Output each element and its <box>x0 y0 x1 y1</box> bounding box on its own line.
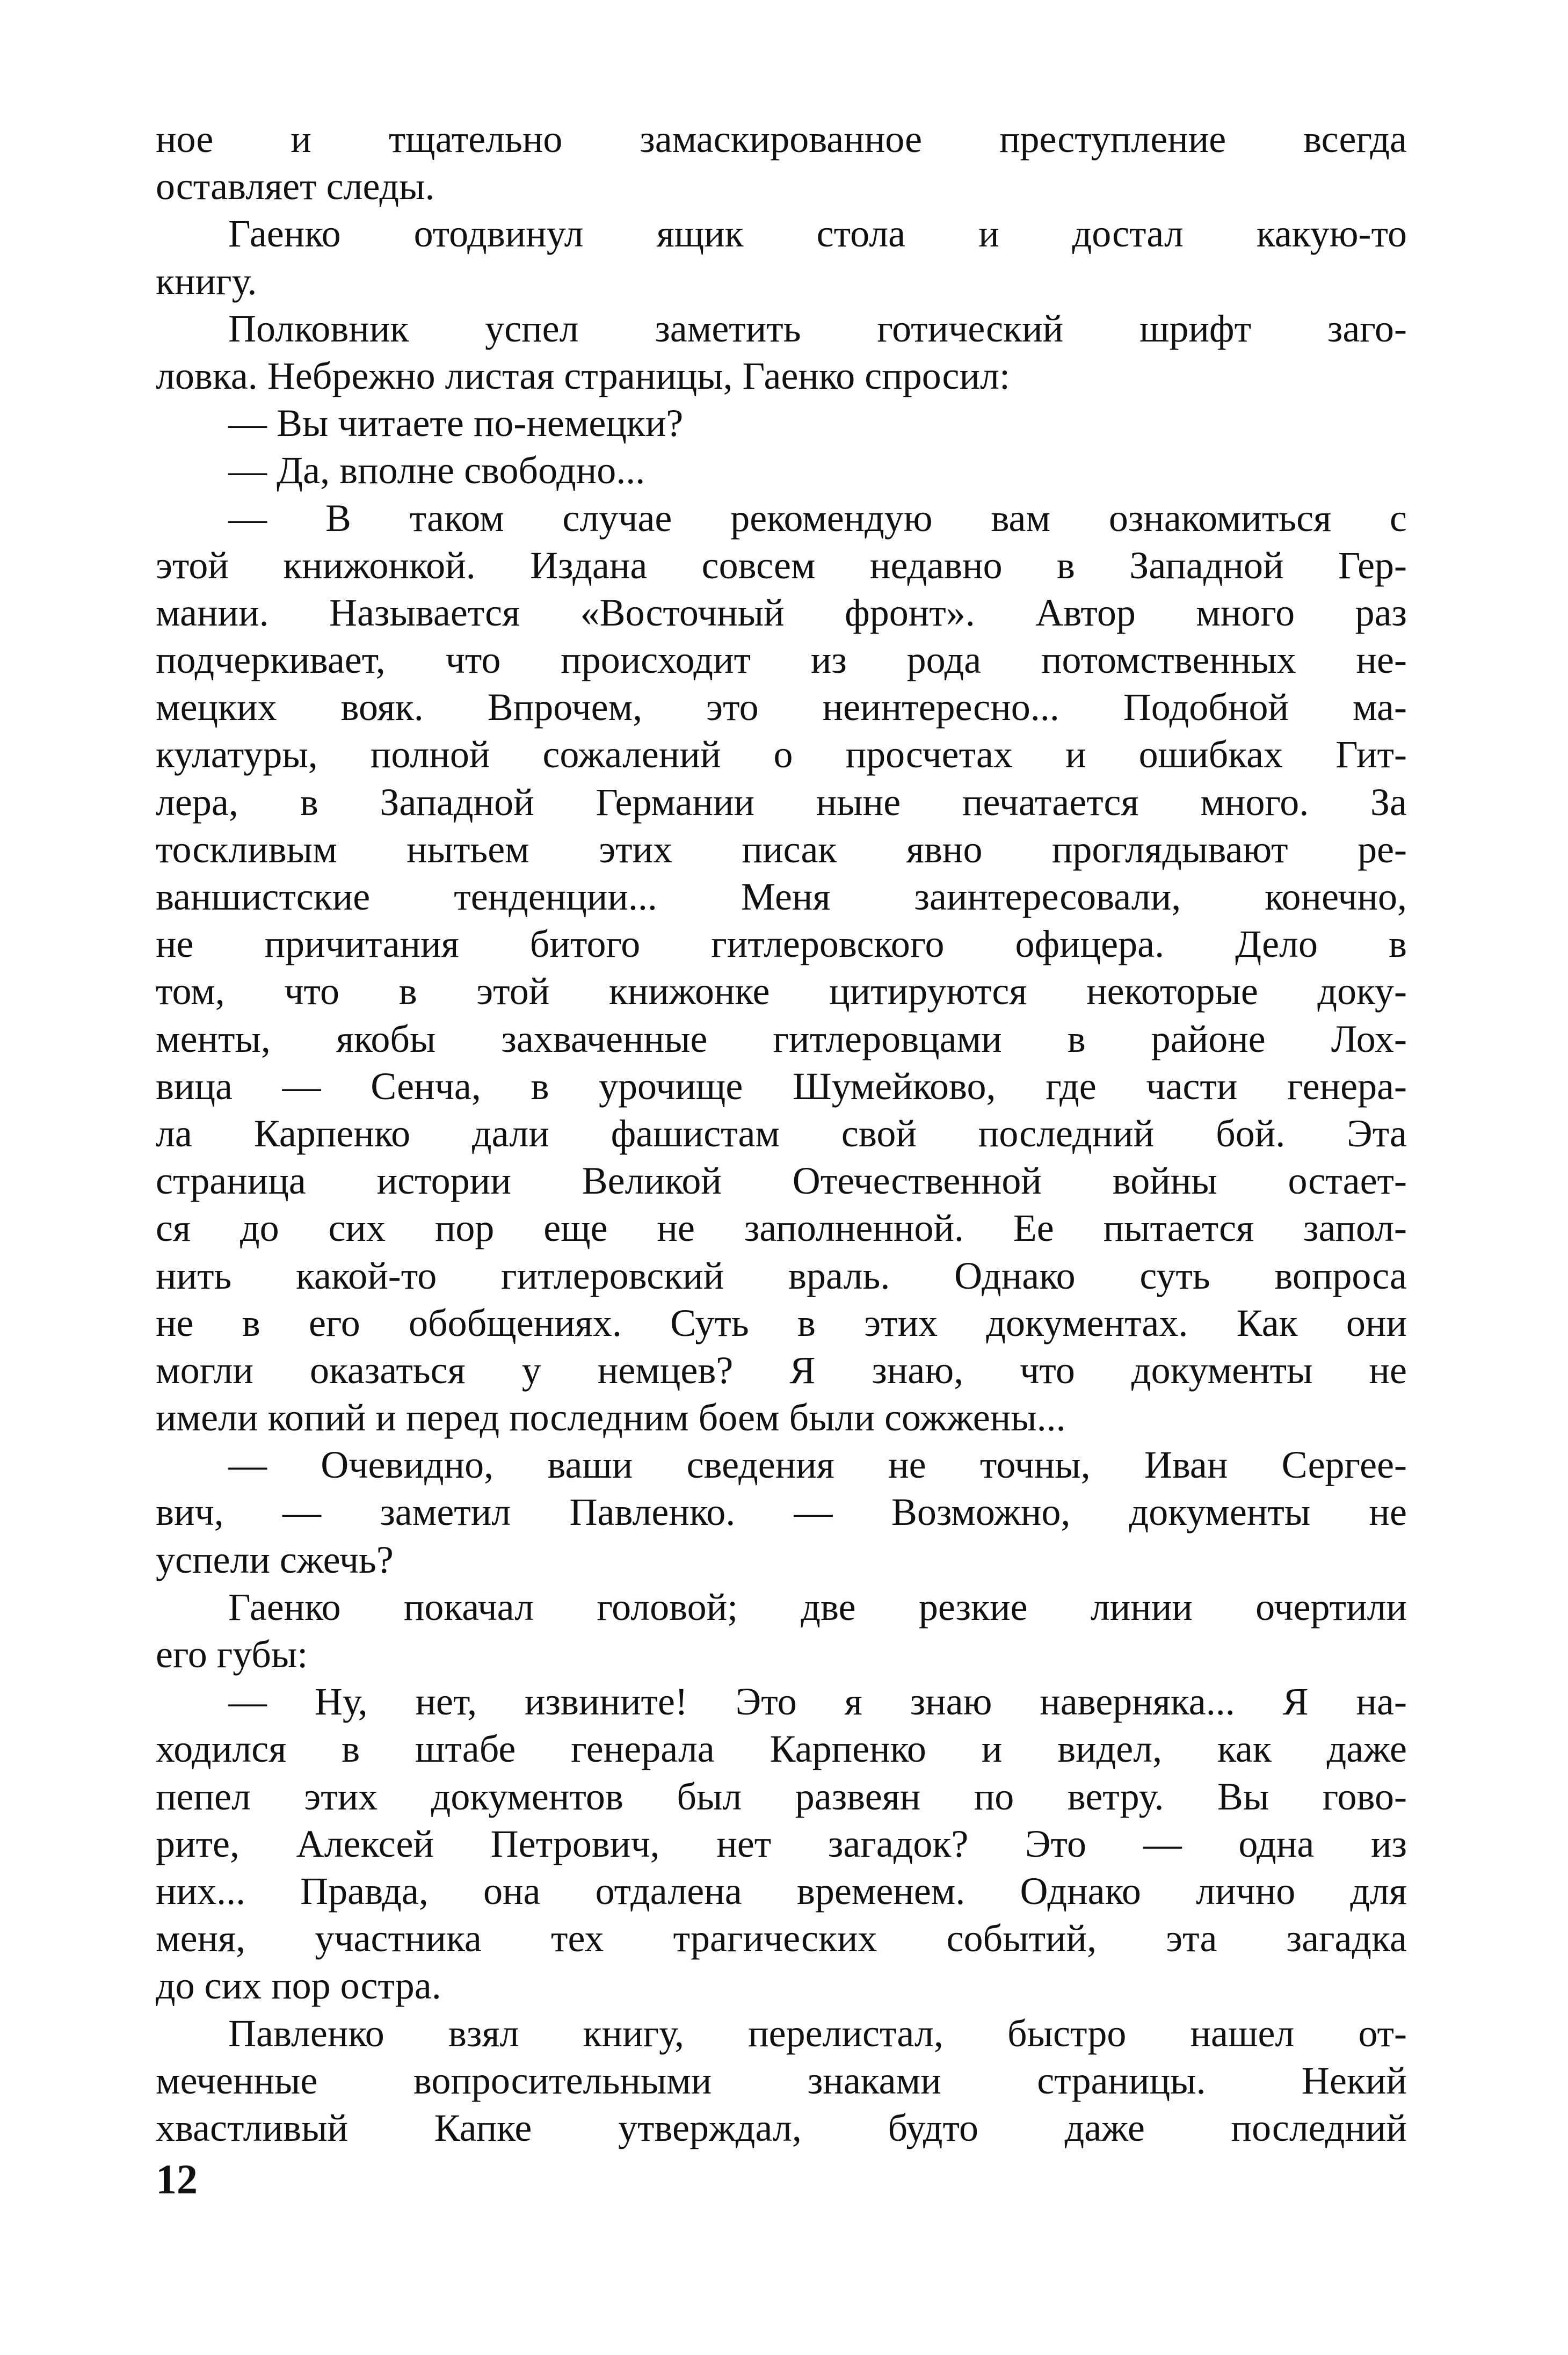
text-line: — Очевидно, ваши сведения не точны, Иван Сергее- <box>228 1443 1407 1487</box>
text-line: не причитания битого гитлеровского офицера. Дело в <box>156 922 1407 966</box>
text-line: ся до сих пор еще не заполненной. Ее пытается запол- <box>156 1206 1407 1250</box>
text-line: нить какой-то гитлеровский враль. Однако суть вопроса <box>156 1254 1407 1297</box>
text-line: Гаенко покачал головой; две резкие линии очертили <box>228 1585 1407 1629</box>
text-line: меченные вопросительными знаками страницы. Некий <box>156 2059 1407 2102</box>
text-line: — Ну, нет, извините! Это я знаю наверняка... Я на- <box>228 1680 1407 1724</box>
page-number: 12 <box>156 2156 198 2203</box>
text-line: тоскливым нытьем этих писак явно проглядывают ре- <box>156 827 1407 871</box>
text-line: вица — Сенча, в урочище Шумейково, где части генера- <box>156 1064 1407 1108</box>
text-line: — Вы читаете по-немецки? <box>228 402 684 445</box>
text-line: до сих пор остра. <box>156 1964 441 2008</box>
text-line: Павленко взял книгу, перелистал, быстро нашел от- <box>228 2011 1407 2055</box>
text-line: ловка. Небрежно листая страницы, Гаенко спросил: <box>156 354 1010 397</box>
text-line: успели сжечь? <box>156 1538 394 1581</box>
text-line: — В таком случае рекомендую вам ознакомиться с <box>228 496 1407 540</box>
text-line: вич, — заметил Павленко. — Возможно, документы не <box>156 1491 1407 1534</box>
text-line: лера, в Западной Германии ныне печатается много. За <box>156 780 1407 824</box>
text-line: — Да, вполне свободно... <box>228 449 645 492</box>
text-line: ваншистские тенденции... Меня заинтересовали, конечно, <box>156 875 1407 918</box>
text-line: кулатуры, полной сожалений о просчетах и ошибках Гит- <box>156 733 1407 776</box>
text-line: подчеркивает, что происходит из рода потомственных не- <box>156 638 1407 682</box>
text-line: них... Правда, она отдалена временем. Однако лично для <box>156 1869 1407 1913</box>
text-line: ходился в штабе генерала Карпенко и видел, как даже <box>156 1727 1407 1771</box>
text-line: рите, Алексей Петрович, нет загадок? Это — одна из <box>156 1822 1407 1865</box>
text-line: ла Карпенко дали фашистам свой последний бой. Эта <box>156 1111 1407 1155</box>
text-line: менты, якобы захваченные гитлеровцами в районе Лох- <box>156 1017 1407 1060</box>
text-line: страница истории Великой Отечественной войны остает- <box>156 1159 1407 1203</box>
text-line: пепел этих документов был развеян по ветру. Вы гово- <box>156 1775 1407 1818</box>
text-line: том, что в этой книжонке цитируются некоторые доку- <box>156 970 1407 1013</box>
text-line: книгу. <box>156 259 257 303</box>
text-line: не в его обобщениях. Суть в этих документах. Как они <box>156 1301 1407 1344</box>
text-line: хвастливый Капке утверждал, будто даже последний <box>156 2106 1407 2149</box>
text-line: этой книжонкой. Издана совсем недавно в Западной Гер- <box>156 543 1407 587</box>
text-line: меня, участника тех трагических событий, эта загадка <box>156 1917 1407 1960</box>
text-line: Гаенко отодвинул ящик стола и достал какую-то <box>228 212 1407 256</box>
text-line: мании. Называется «Восточный фронт». Автор много раз <box>156 591 1407 634</box>
text-line: его губы: <box>156 1633 308 1676</box>
text-line: оставляет следы. <box>156 165 435 208</box>
text-line: имели копий и перед последним боем были сожжены... <box>156 1396 1066 1440</box>
text-line: мецких вояк. Впрочем, это неинтересно... Подобной ма- <box>156 686 1407 729</box>
text-line: могли оказаться у немцев? Я знаю, что документы не <box>156 1348 1407 1392</box>
book-page-text <box>156 115 1407 2152</box>
text-line: ное и тщательно замаскированное преступление всегда <box>156 118 1407 161</box>
text-line: Полковник успел заметить готический шрифт заго- <box>228 307 1407 350</box>
